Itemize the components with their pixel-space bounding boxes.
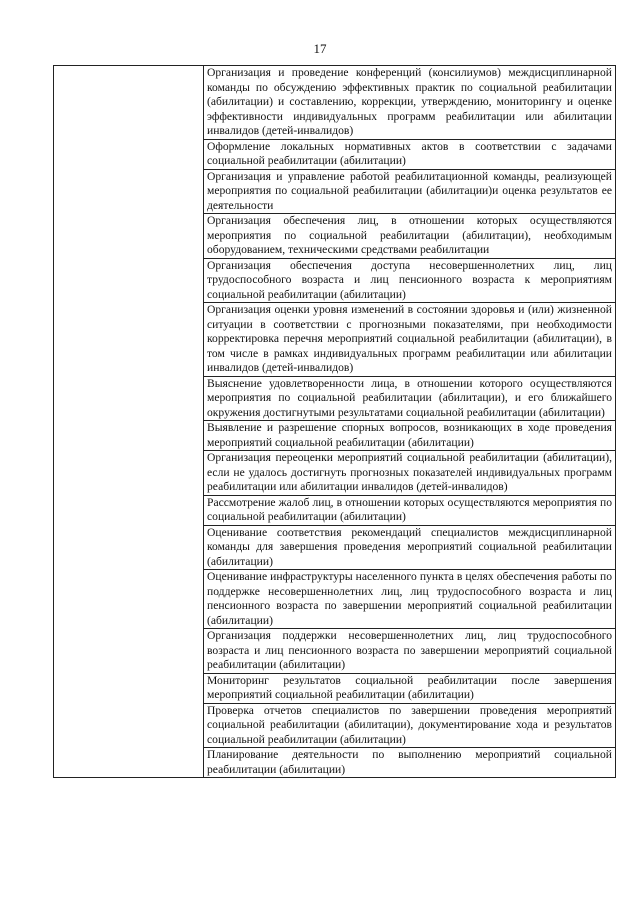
table-cell bbox=[204, 570, 616, 629]
table-cell bbox=[204, 421, 616, 451]
row-text: Организация и управление работой реабилитационной команды, реализующей мероприятия по социальной реабилитации (абилитации)и оценка результатов ее деятельности bbox=[207, 169, 612, 212]
row-text: Рассмотрение жалоб лиц, в отношении которых осуществляются мероприятия по социальной реабилитации (абилитации) bbox=[207, 495, 612, 523]
empty-left-cell bbox=[54, 66, 204, 778]
row-text: Оценивание инфраструктуры населенного пункта в целях обеспечения работы по поддержке несовершеннолетних лиц, лиц трудоспособного возраста и лиц пенсионного возраста по завершении мероприятий социальной реабилитации (абилитации) bbox=[207, 570, 612, 627]
table-cell bbox=[204, 303, 616, 377]
table-cell bbox=[204, 66, 616, 140]
table-cell bbox=[204, 629, 616, 674]
row-text: Организация и проведение конференций (консилиумов) междисциплинарной команды по обсуждению эффективных практик по социальной реабилитации (абилитации) и составлению, коррекции, утверждению, мониторингу и оценке эффективности индивидуальных программ реабилитации или абилитации инвалидов (детей-инвалидов) bbox=[207, 66, 612, 137]
table-cell bbox=[204, 495, 616, 525]
table-cell bbox=[204, 376, 616, 421]
table-cell bbox=[204, 703, 616, 748]
table-cell bbox=[204, 451, 616, 496]
table-cell bbox=[204, 673, 616, 703]
row-text: Организация переоценки мероприятий социальной реабилитации (абилитации), если не удалось достигнуть прогнозных показателей индивидуальных программ реабилитации или абилитации инвалидов (детей-инвалидов) bbox=[207, 451, 612, 493]
row-text: Планирование деятельности по выполнению мероприятий социальной реабилитации (абилитации) bbox=[207, 748, 612, 776]
table-cell bbox=[204, 258, 616, 303]
table-cell bbox=[204, 214, 616, 259]
row-text: Организация обеспечения лиц, в отношении которых осуществляются мероприятия по социальной реабилитации (абилитации), необходимым оборудованием, техническими средствами реабилитации bbox=[207, 214, 612, 256]
row-text: Проверка отчетов специалистов по завершении проведения мероприятий социальной реабилитации (абилитации), документирование хода и результатов социальной реабилитации (абилитации) bbox=[207, 703, 612, 746]
table-cell bbox=[204, 748, 616, 778]
row-text: Организация поддержки несовершеннолетних лиц, лиц трудоспособного возраста и лиц пенсионного возраста по завершении мероприятий социальной реабилитации (абилитации) bbox=[207, 629, 612, 671]
row-text: Оформление локальных нормативных актов в соответствии с задачами социальной реабилитации (абилитации) bbox=[207, 139, 612, 167]
table-row bbox=[54, 66, 616, 140]
row-text: Организация оценки уровня изменений в состоянии здоровья и (или) жизненной ситуации в соответствии с прогнозными показателями, при необходимости корректировка перечня мероприятий социальной реабилитации (абилитации), в том числе в рамках индивидуальных программ реабилитации или абилитации инвалидов (детей-инвалидов) bbox=[207, 303, 612, 374]
table-cell bbox=[204, 169, 616, 214]
row-text: Выяснение удовлетворенности лица, в отношении которого осуществляются мероприятия по социальной реабилитации (абилитации), и его ближайшего окружения достигнутыми результатами социальной реабилитации (абилитации) bbox=[207, 376, 612, 419]
row-text: Мониторинг результатов социальной реабилитации после завершения мероприятий социальной реабилитации (абилитации) bbox=[207, 673, 612, 701]
row-text: Оценивание соответствия рекомендаций специалистов междисциплинарной команды для завершения проведения мероприятий социальной реабилитации (абилитации) bbox=[207, 525, 612, 568]
row-text: Выявление и разрешение спорных вопросов, возникающих в ходе проведения мероприятий социальной реабилитации (абилитации) bbox=[207, 421, 612, 449]
row-text: Организация обеспечения доступа несовершеннолетних лиц, лиц трудоспособного возраста и лиц пенсионного возраста к мероприятиям социальной реабилитации (абилитации) bbox=[207, 258, 612, 301]
functions-table bbox=[53, 65, 616, 778]
table-cell bbox=[204, 525, 616, 570]
page-number: 17 bbox=[313, 41, 327, 56]
table-cell bbox=[204, 139, 616, 169]
